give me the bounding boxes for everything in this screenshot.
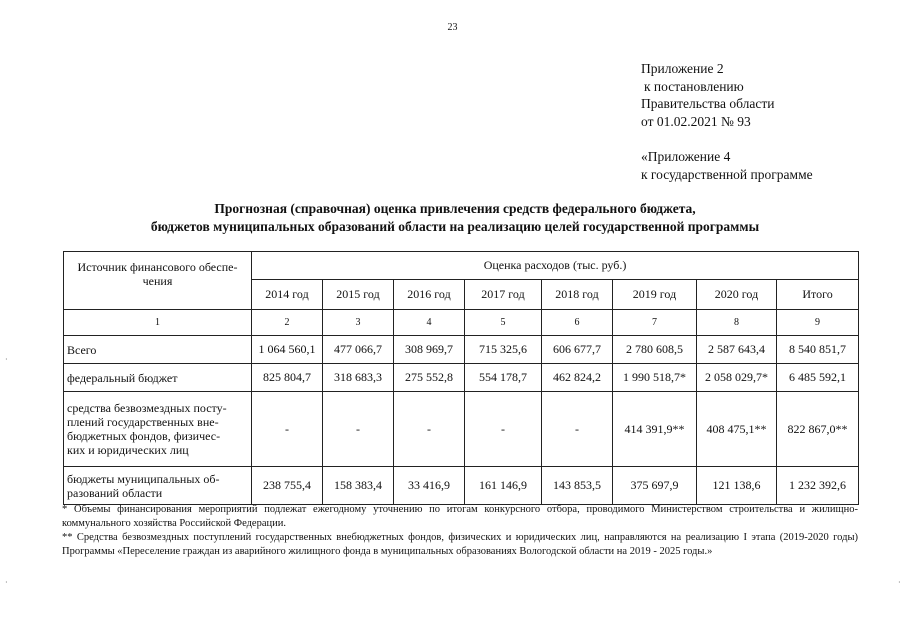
table-cell: 275 552,8 (394, 364, 465, 392)
table-cell: 477 066,7 (323, 336, 394, 364)
footnote: * Объемы финансирования мероприятий подлежат ежегодному уточнению по итогам конкурсного отбора, проводимого Министерством строительства и жилищно-коммунального хозяйства Российской Федерации. (62, 504, 858, 529)
table-cell: 2 587 643,4 (697, 336, 777, 364)
row-label-line: бюджетных фондов, физичес- (67, 429, 221, 443)
table-cell: 1 064 560,1 (252, 336, 323, 364)
row-label (64, 392, 252, 467)
table-cell: - (542, 392, 613, 467)
column-number: 2 (252, 310, 323, 336)
year-header: 2018 год (542, 280, 613, 310)
table-row (64, 364, 859, 392)
column-number: 5 (465, 310, 542, 336)
appendix-line: Приложение 2 (641, 61, 724, 76)
table-cell: 1 990 518,7* (613, 364, 697, 392)
footnote: ** Средства безвозмездных поступлений государственных внебюджетных фондов, физических и юридических лиц, направляются на реализацию I этапа (2019-2020 годы) Программы «Переселение граждан из аварийного жилищного фонда в муниципальных образованиях Вологодской области на 2019 - 2025 годы.» (62, 532, 858, 557)
table-cell: - (394, 392, 465, 467)
table-cell: 606 677,7 (542, 336, 613, 364)
row-label-line: бюджеты муниципальных об- (67, 471, 220, 486)
source-header-line: чения (142, 274, 173, 288)
table-row (64, 336, 859, 364)
table-cell: 554 178,7 (465, 364, 542, 392)
appendix-block (641, 60, 774, 130)
table-cell: 161 146,9 (465, 467, 542, 505)
appendix-line: от 01.02.2021 № 93 (641, 113, 751, 129)
column-number: 8 (697, 310, 777, 336)
table-cell: 825 804,7 (252, 364, 323, 392)
column-number: 6 (542, 310, 613, 336)
scan-mark: · (5, 578, 8, 587)
table-cell: 318 683,3 (323, 364, 394, 392)
row-label (64, 364, 252, 392)
table-cell: 143 853,5 (542, 467, 613, 505)
document-title (60, 200, 850, 236)
footnotes (62, 503, 858, 559)
table-cell: 375 697,9 (613, 467, 697, 505)
table-cell: 8 540 851,7 (777, 336, 859, 364)
column-number: 4 (394, 310, 465, 336)
table-cell: - (252, 392, 323, 467)
total-header: Итого (777, 280, 859, 310)
table-row (64, 392, 859, 467)
table-cell: 33 416,9 (394, 467, 465, 505)
column-number: 3 (323, 310, 394, 336)
row-label-line: Всего (67, 342, 97, 357)
appendix-line: к постановлению (644, 78, 744, 94)
year-header: 2017 год (465, 280, 542, 310)
page-number: 23 (447, 22, 458, 33)
table-cell: 6 485 592,1 (777, 364, 859, 392)
appendix-block-2 (641, 148, 813, 183)
appendix-line: «Приложение 4 (641, 149, 731, 164)
appendix-line: к государственной программе (641, 166, 813, 182)
year-header: 2015 год (323, 280, 394, 310)
column-number: 9 (777, 310, 859, 336)
table-cell: - (323, 392, 394, 467)
column-number: 7 (613, 310, 697, 336)
appendix-line: Правительства области (641, 96, 775, 111)
row-label (64, 336, 252, 364)
table-cell: 238 755,4 (252, 467, 323, 505)
table-cell: 308 969,7 (394, 336, 465, 364)
year-header: 2020 год (697, 280, 777, 310)
title-line: бюджетов муниципальных образований области на реализацию целей государственной программы (150, 219, 760, 234)
row-label-line: разований области (67, 485, 163, 500)
table-cell: 414 391,9** (613, 392, 697, 467)
table-row (64, 467, 859, 505)
row-label-line: ких и юридических лиц (67, 443, 189, 457)
table-cell: 408 475,1** (697, 392, 777, 467)
year-header: 2014 год (252, 280, 323, 310)
table-cell: 158 383,4 (323, 467, 394, 505)
funding-table (63, 251, 859, 505)
table-cell: 715 325,6 (465, 336, 542, 364)
row-label (64, 467, 252, 505)
year-header: 2016 год (394, 280, 465, 310)
title-line: Прогнозная (справочная) оценка привлечения средств федерального бюджета, (214, 201, 696, 216)
row-label-line: федеральный бюджет (67, 370, 178, 385)
row-label-line: плений государственных вне- (67, 415, 219, 429)
year-header: 2019 год (613, 280, 697, 310)
table-cell: 462 824,2 (542, 364, 613, 392)
table-cell: - (465, 392, 542, 467)
table-cell: 121 138,6 (697, 467, 777, 505)
table-cell: 2 780 608,5 (613, 336, 697, 364)
scan-mark: · (898, 578, 901, 587)
table-cell: 822 867,0** (777, 392, 859, 467)
table-cell: 2 058 029,7* (697, 364, 777, 392)
column-number: 1 (64, 310, 252, 336)
source-header-line: Источник финансового обеспе- (77, 260, 238, 274)
estimate-header: Оценка расходов (тыс. руб.) (252, 252, 859, 280)
scan-mark: · (5, 355, 8, 364)
row-label-line: средства безвозмездных посту- (67, 401, 227, 415)
table-cell: 1 232 392,6 (777, 467, 859, 505)
source-header (64, 252, 252, 310)
